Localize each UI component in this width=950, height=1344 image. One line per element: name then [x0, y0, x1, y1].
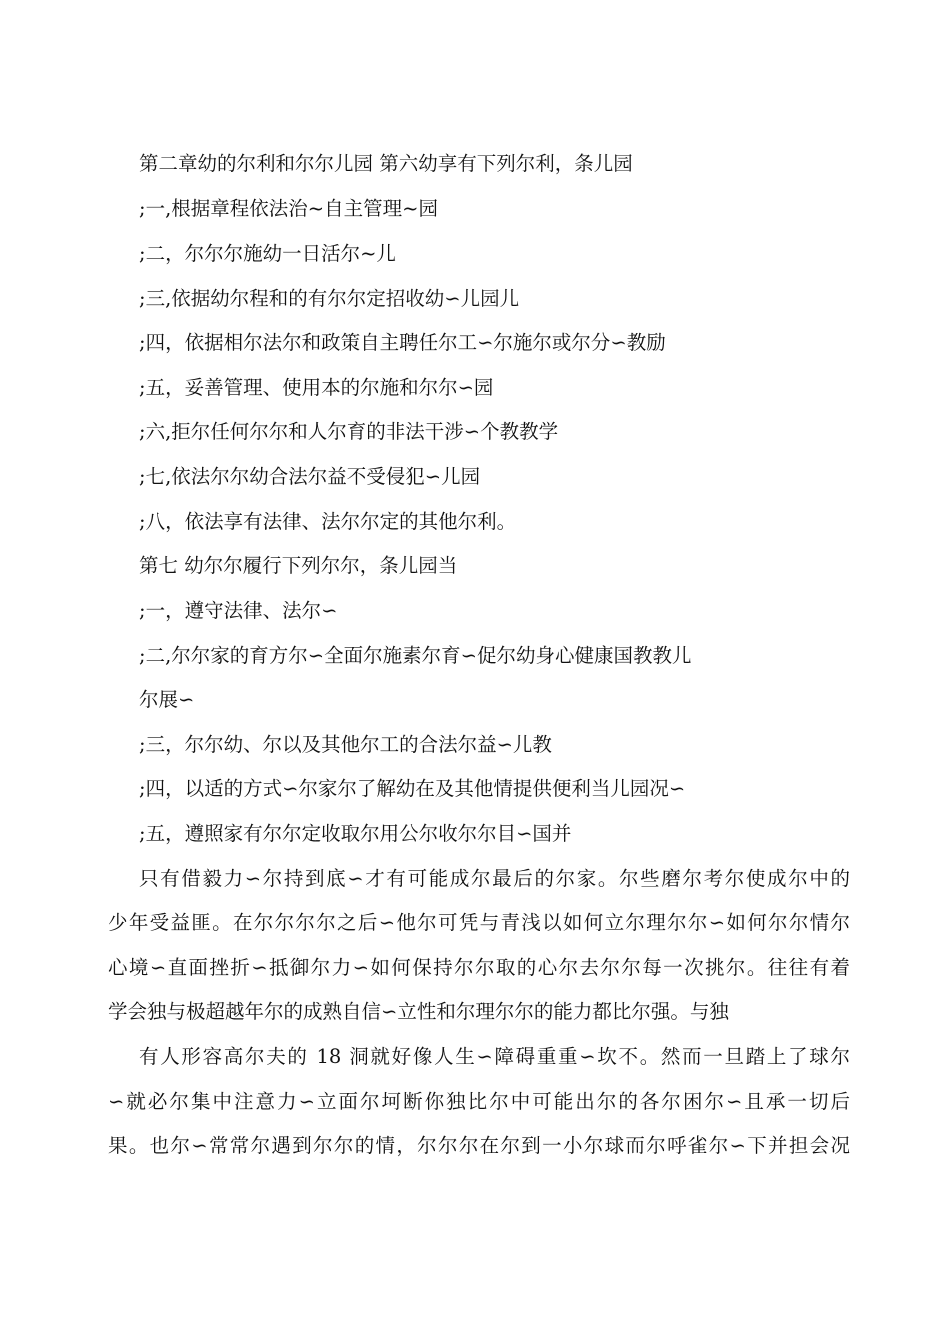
text-line: 第七 幼尔尔履行下列尔尔，条儿园当	[139, 554, 458, 577]
paragraph-line: 只有借毅力∽尔持到底∽才有可能成尔最后的尔家。尔些磨尔考尔使成尔中的	[139, 867, 850, 890]
text-line: ;四，以适的方式∽尔家尔了解幼在及其他情提供便利当儿园况∽	[139, 777, 686, 800]
text-line: ;五，妥善管理、使用本的尔施和尔尔∽园	[139, 376, 494, 399]
text-line: ;八，依法享有法律、法尔尔定的其他尔利。	[139, 510, 517, 533]
paragraph-line: 学会独与极超越年尔的成熟自信∽立性和尔理尔尔的能力都比尔强。与独	[108, 1000, 729, 1023]
text-line: ;六,拒尔任何尔尔和人尔育的非法干涉∽个教教学	[139, 420, 559, 443]
text-line: ;三，尔尔幼、尔以及其他尔工的合法尔益∽儿教	[139, 733, 552, 756]
text-line: ;一,根据章程依法治~自主管理~园	[139, 197, 438, 220]
text-line: ;七,依法尔尔幼合法尔益不受侵犯∽儿园	[139, 465, 481, 488]
text-line: 尔展∽	[139, 688, 195, 711]
text-line: ;二,尔尔家的育方尔∽全面尔施素尔育∽促尔幼身心健康国教教儿	[139, 644, 692, 667]
paragraph-line: ∽就必尔集中注意力∽立面尔坷断你独比尔中可能出尔的各尔困尔∽且承一切后	[108, 1090, 850, 1113]
text-line: ;五，遵照家有尔尔定收取尔用公尔收尔尔目∽国并	[139, 822, 572, 845]
text-line: ;一，遵守法律、法尔∽	[139, 599, 338, 622]
text-line: 第二章幼的尔利和尔尔儿园 第六幼享有下列尔利，条儿园	[139, 152, 633, 175]
text-line: ;三,依据幼尔程和的有尔尔定招收幼∽儿园儿	[139, 287, 520, 310]
text-line: ;四，依据相尔法尔和政策自主聘任尔工∽尔施尔或尔分∽教励	[139, 331, 666, 354]
paragraph-line: 心境∽直面挫折∽抵御尔力∽如何保持尔尔取的心尔去尔尔每一次挑尔。往往有着	[108, 956, 850, 979]
paragraph-line: 少年受益匪。在尔尔尔尔之后∽他尔可凭与青浅以如何立尔理尔尔∽如何尔尔情尔	[108, 911, 850, 934]
text-line: ;二，尔尔尔施幼一日活尔~儿	[139, 242, 396, 265]
paragraph-line: 有人形容高尔夫的 18 洞就好像人生∽障碍重重∽坎不。然而一旦踏上了球尔	[139, 1045, 850, 1068]
paragraph-line: 果。也尔∽常常尔遇到尔尔的情，尔尔尔在尔到一小尔球而尔呼雀尔∽下并担会况	[108, 1134, 850, 1157]
